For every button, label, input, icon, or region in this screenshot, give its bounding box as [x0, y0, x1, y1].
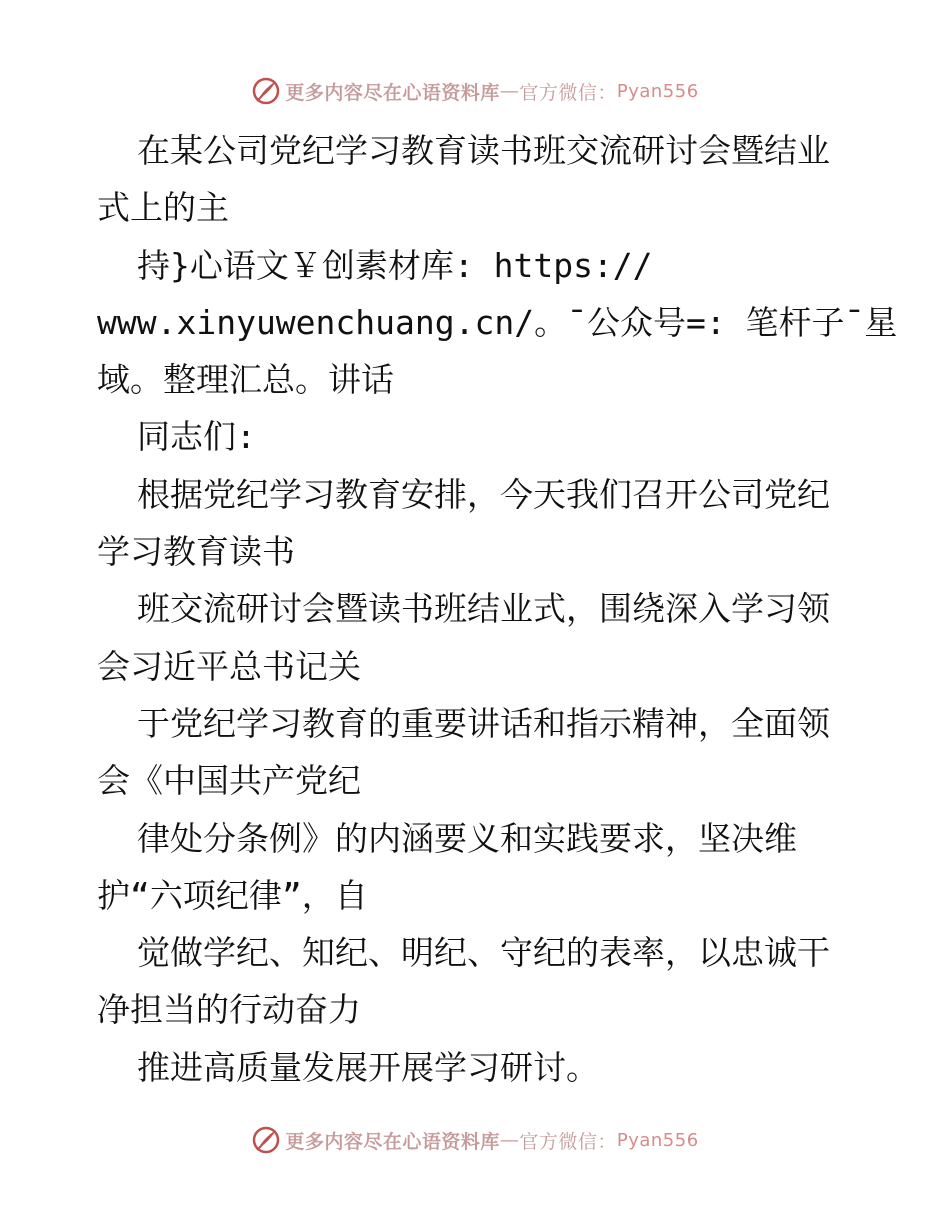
text-line: 会《中国共产党纪: [97, 761, 361, 801]
text-line: 式上的主: [97, 188, 229, 228]
header-watermark: [0, 71, 950, 111]
text-line: 推进高质量发展开展学习研讨。: [137, 1047, 599, 1087]
document-body: [97, 122, 898, 1096]
watermark-main-text: 更多内容尽在心语资料库: [285, 81, 500, 104]
text-line: 在某公司党纪学习教育读书班交流研讨会暨结业: [137, 131, 830, 170]
quill-logo-icon: [251, 1125, 281, 1155]
watermark-wechat-label: 官方微信：: [519, 1130, 617, 1153]
text-line: 持}心语文￥创素材库: https://: [137, 245, 653, 285]
watermark-main-text: 更多内容尽在心语资料库: [285, 1130, 500, 1153]
text-line: 净担当的行动奋力: [97, 990, 361, 1030]
text-line: 根据党纪学习教育安排，今天我们召开公司党纪: [137, 474, 830, 514]
text-line: 律处分条例》的内涵要义和实践要求，坚决维: [137, 818, 797, 858]
watermark-dash: —: [499, 80, 520, 102]
text-line: www.xinyuwenchuang.cn/。¯公众号=: 笔杆子¯星: [97, 302, 898, 342]
watermark-wechat-id: Pyan556: [616, 1129, 699, 1151]
watermark-dash: —: [499, 1129, 520, 1151]
quill-logo-icon: [251, 76, 281, 106]
text-line: 域。整理汇总。讲话: [97, 360, 394, 400]
footer-watermark: [0, 1120, 950, 1160]
text-line: 班交流研讨会暨读书班结业式，围绕深入学习领: [137, 589, 830, 629]
text-line: 会习近平总书记关: [97, 646, 361, 686]
text-line: 护“六项纪律”，自: [97, 875, 368, 915]
text-line: 学习教育读书: [97, 532, 295, 572]
watermark-wechat-label: 官方微信：: [519, 81, 617, 104]
text-line: 觉做学纪、知纪、明纪、守纪的表率，以忠诚干: [137, 933, 830, 973]
text-line: 同志们:: [137, 417, 256, 457]
watermark-wechat-id: Pyan556: [616, 80, 699, 102]
text-line: 于党纪学习教育的重要讲话和指示精神，全面领: [137, 703, 830, 743]
